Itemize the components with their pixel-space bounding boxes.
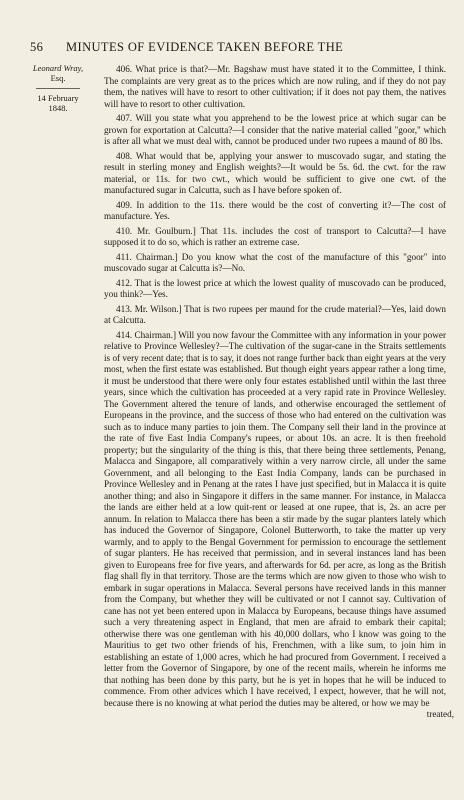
- running-title: MINUTES OF EVIDENCE TAKEN BEFORE THE: [66, 40, 344, 54]
- paragraph-408: 408. What would that be, applying your answer to muscovado sugar, and stating the result in sterling money and English weights?—It would be 5s. 6d. the cwt. for the raw material, or 11s. for two cwt., which would be sufficient to give one cwt. of the manufactured sugar in Calcutta, such as I have before spoken of.: [104, 150, 446, 195]
- paragraph-414: 414. Chairman.] Will you now favour the Committee with any information in your power relative to Province Wellesley?—The cultivation of the sugar-cane in the Straits settlements is of very recent date; that is to say, it does not range further back than eight years at the very most, when the first estate was established. But though eight years appear rather a long time, it must be understood that there were only four estates established until within the last three years, since which the cultivation has proceeded at a very rapid rate in Province Wellesley. The Government altered the tenure of lands, and otherwise encouraged the settlement of Europeans in the province, and the success of those who had entered on the cultivation was such as to induce many parties to join them. The Company sell their land in the province at the rate of five East India Company's rupees, or about 10s. an acre. It is then freehold property; but the singularity of the thing is this, that there being three settlements, Penang, Malacca and Singapore, all comparatively within a very narrow circle, all under the same Government, and all belonging to the East India Company, lands can be purchased in Province Wellesley and in Penang at the rates I have just specified, but in Malacca it is quite another thing; and also in Singapore it differs in the same manner. For instance, in Malacca the lands are either held at a low quit-rent or leased at one rupee, that is, 2s. an acre per annum. In relation to Malacca there has been a stir made by the sugar planters lately which has induced the Governor of Singapore, Colonel Butterworth, to take the matter up very warmly, and to apply to the Bengal Government for permission to encourage the settlement of sugar planters. He has received that permission, and in several instances land has been given to Europeans free for five years, and afterwards for 6d. per acre, as long as the British flag shall fly in that territory. Those are the terms which are now given to those who wish to embark in sugar operations in Malacca. Several persons have received lands in this manner from the Company, but whether they will be cultivated or not I cannot say. Cultivation of cane has not yet been entered upon in Malacca by Europeans, because things have assumed such a very threatening aspect in England, that men are afraid to embark their capital; otherwise there was one gentleman with his 40,000 dollars, who I know was going to the Mauritius to get two other friends of his, Frenchmen, with a like sum, to join him in establishing an estate of 1,000 acres, which he had procured from Government. I received a letter from the Governor of Singapore, by one of the recent mails, wherein he informs me that nothing has been done by this party, but he is yet in hopes that he will be induced to commence. From other advices which I have received, I expect, however, that he will not, because there is no knowing at what period the duties may be altered, or how we may be: [104, 329, 446, 708]
- witness-name: Leonard Wray,: [32, 63, 84, 73]
- paragraph-406: 406. What price is that?—Mr. Bagshaw must have stated it to the Committee, I think. The complaints are very great as to the prices which are now ruling, and if they do not pay them, the natives will have to resort to other cultivation; if it does not pay them, the natives will have to resort to other cultivation.: [104, 64, 446, 109]
- paragraph-407: 407. Will you state what you apprehend to be the lowest price at which sugar can be grown for exportation at Calcutta?—I consider that the native material called "goor," which is after all what we must deal with, cannot be produced under two rupees a maund of 80 lbs.: [104, 113, 446, 146]
- paragraph-411: 411. Chairman.] Do you know what the cost of the manufacture of this "goor" into muscovado sugar at Calcutta is?—No.: [104, 251, 446, 273]
- catchword: treated,: [426, 709, 454, 719]
- paragraph-413: 413. Mr. Wilson.] That is two rupees per maund for the crude material?—Yes, laid down at Calcutta.: [104, 303, 446, 325]
- paragraph-412: 412. That is the lowest price at which the lowest quality of muscovado can be produced, you think?—Yes.: [104, 277, 446, 299]
- margin-rule: [36, 88, 80, 89]
- evidence-date: 14 February 1848.: [37, 92, 79, 113]
- body-text: [104, 64, 454, 721]
- paragraph-409: 409. In addition to the 11s. there would be the cost of converting it?—The cost of manufacture. Yes.: [104, 199, 446, 221]
- witness-suffix: Esq.: [50, 72, 66, 83]
- margin-note: [30, 64, 86, 113]
- paragraph-410: 410. Mr. Goulburn.] That 11s. includes the cost of transport to Calcutta?—I have supposed it to do so, which is rather an extreme case.: [104, 225, 446, 247]
- page-number: 56: [30, 40, 44, 54]
